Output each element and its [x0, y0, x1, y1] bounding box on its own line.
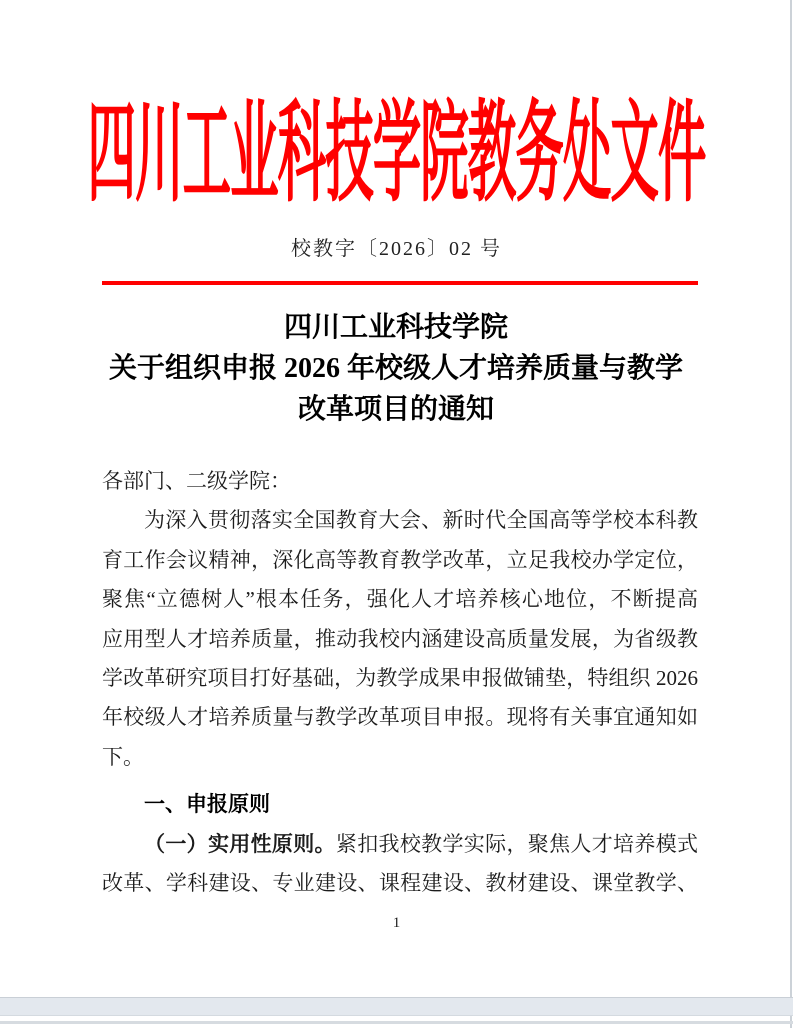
red-divider-rule	[102, 281, 698, 285]
para1-line-3: 聚焦“立德树人”根本任务，强化人才培养核心地位，不断提高	[102, 587, 698, 612]
para1-line-1: 为深入贯彻落实全国教育大会、新时代全国高等学校本科教	[144, 508, 698, 533]
section-heading-application-principles: 一、申报原则	[144, 793, 270, 817]
item1-line-1	[102, 825, 698, 864]
next-page-top-edge	[0, 1021, 793, 1024]
para1-line-7: 下。	[102, 744, 144, 769]
item1-rest: 紧扣我校教学实际，聚焦人才培养模式	[335, 831, 699, 856]
document-number: 校教字〔2026〕02 号	[291, 238, 502, 260]
notice-title-line-2: 关于组织申报 2026 年校级人才培养质量与教学	[108, 353, 683, 384]
page-number: 1	[392, 915, 401, 931]
page-right-edge	[790, 0, 792, 1028]
salutation: 各部门、二级学院：	[102, 469, 291, 493]
item1-line-2: 改革、学科建设、专业建设、课程建设、教材建设、课堂教学、	[102, 871, 698, 896]
para1-line-5: 学改革研究项目打好基础，为教学成果申报做铺垫，特组织 2026	[102, 666, 698, 691]
para1-line-2: 育工作会议精神，深化高等教育教学改革，立足我校办学定位，	[102, 547, 698, 572]
page-gap-band	[0, 997, 793, 1016]
banner-title: 四川工业科技学院教务处文件	[87, 92, 706, 216]
red-header-banner	[0, 82, 793, 216]
notice-title-line-3: 改革项目的通知	[297, 394, 494, 425]
document-body	[102, 462, 698, 903]
notice-title	[86, 307, 706, 430]
para1-line-4: 应用型人才培养质量，推动我校内涵建设高质量发展，为省级教	[102, 626, 698, 651]
notice-title-line-1: 四川工业科技学院	[283, 312, 508, 343]
para1-line-6: 年校级人才培养质量与教学改革项目申报。现将有关事宜通知如	[102, 705, 698, 730]
item1-lead: （一）实用性原则。	[144, 831, 336, 856]
